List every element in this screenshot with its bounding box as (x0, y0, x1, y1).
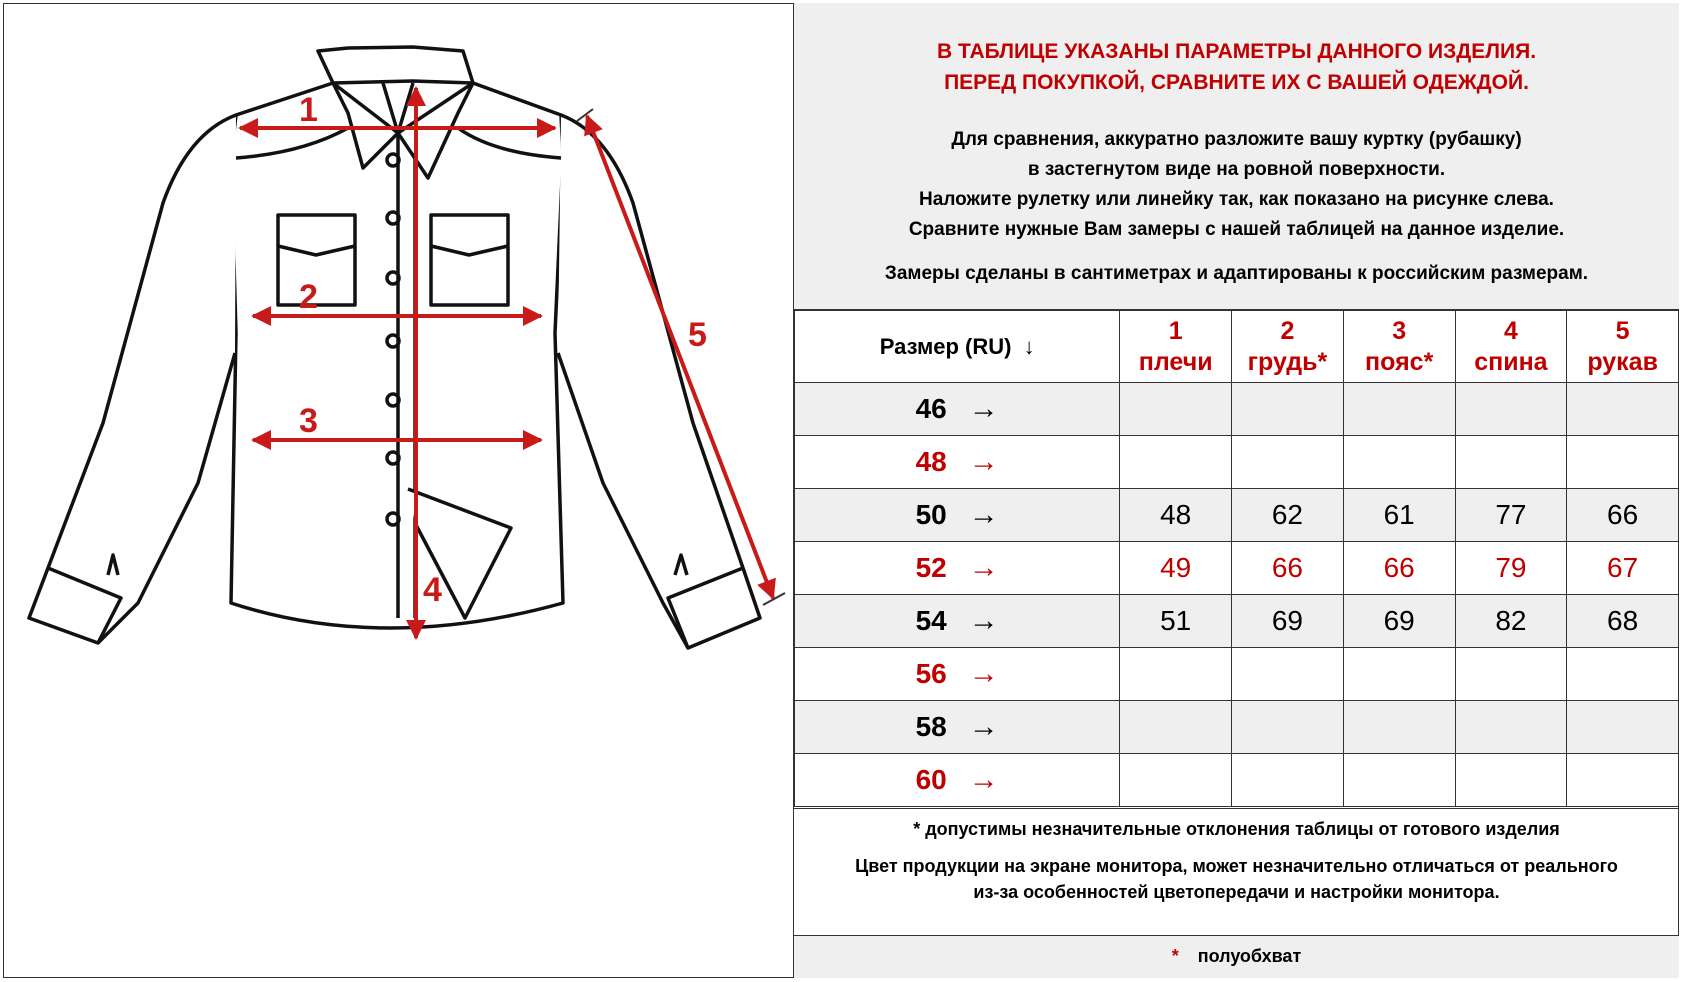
size-cell: 54 → (795, 595, 1120, 648)
legend-text: полуобхват (1197, 946, 1302, 966)
instructions-header (794, 3, 1679, 310)
size-info-panel (794, 3, 1679, 978)
table-cell (1343, 701, 1455, 754)
column-header-waist: 3 пояс* (1343, 311, 1455, 383)
table-row (795, 648, 1679, 701)
instruction-line-5: Замеры сделаны в сантиметрах и адаптированы к российским размерам. (884, 263, 1589, 284)
table-cell (1120, 648, 1232, 701)
size-cell: 50 → (795, 489, 1120, 542)
table-row (795, 383, 1679, 436)
table-cell (1343, 436, 1455, 489)
arrow-right-icon: → (968, 710, 999, 743)
color-note-line-2: из-за особенностей цветопередачи и настройки монитора. (973, 882, 1500, 902)
shirt-outline-icon (29, 47, 760, 648)
instruction-line-3: Наложите рулетку или линейку так, как показано на рисунке слева. (919, 189, 1554, 210)
disclaimer-footer (794, 808, 1679, 935)
arrow-right-icon: → (968, 763, 999, 796)
legend-star: * (1171, 946, 1179, 966)
table-cell: 82 (1455, 595, 1567, 648)
column-header-shoulders: 1 плечи (1120, 311, 1232, 383)
table-cell (1232, 701, 1344, 754)
table-cell (1455, 383, 1567, 436)
arrow-right-icon: → (968, 392, 999, 425)
measurement-diagram-panel (3, 3, 794, 978)
table-row (795, 701, 1679, 754)
table-cell: 61 (1343, 489, 1455, 542)
warning-line-2: ПЕРЕД ПОКУПКОЙ, СРАВНИТЕ ИХ С ВАШЕЙ ОДЕЖДОЙ. (944, 71, 1529, 94)
table-cell (1567, 754, 1679, 807)
table-cell: 66 (1343, 542, 1455, 595)
table-cell: 48 (1120, 489, 1232, 542)
table-cell: 66 (1567, 489, 1679, 542)
table-cell (1120, 701, 1232, 754)
size-cell: 46 → (795, 383, 1120, 436)
size-column-header: Размер (RU) ↓ (795, 311, 1120, 383)
instruction-line-1: Для сравнения, аккуратно разложите вашу куртку (рубашку) (951, 129, 1522, 150)
table-row (795, 489, 1679, 542)
tolerance-note: * допустимы незначительные отклонения таблицы от готового изделия (913, 819, 1560, 839)
table-cell (1120, 754, 1232, 807)
instruction-line-2: в застегнутом виде на ровной поверхности. (1027, 159, 1446, 180)
table-cell: 66 (1232, 542, 1344, 595)
table-cell (1567, 383, 1679, 436)
table-cell (1232, 436, 1344, 489)
table-cell (1567, 436, 1679, 489)
table-cell (1343, 754, 1455, 807)
table-cell: 51 (1120, 595, 1232, 648)
table-cell (1455, 436, 1567, 489)
table-cell (1120, 383, 1232, 436)
table-cell (1567, 648, 1679, 701)
size-cell: 52 → (795, 542, 1120, 595)
instruction-line-4: Сравните нужные Вам замеры с нашей таблицей на данное изделие. (908, 219, 1565, 240)
label-2: 2 (299, 278, 318, 316)
table-cell (1232, 648, 1344, 701)
arrow-right-icon: → (968, 657, 999, 690)
table-cell (1232, 383, 1344, 436)
warning-line-1: В ТАБЛИЦЕ УКАЗАНЫ ПАРАМЕТРЫ ДАННОГО ИЗДЕЛИЯ. (936, 40, 1537, 63)
column-header-sleeve: 5 рукав (1567, 311, 1679, 383)
table-cell (1455, 701, 1567, 754)
table-cell: 77 (1455, 489, 1567, 542)
size-cell: 60 → (795, 754, 1120, 807)
table-row (795, 754, 1679, 807)
table-cell (1343, 648, 1455, 701)
table-cell (1455, 754, 1567, 807)
arrow-right-icon: → (968, 551, 999, 584)
table-cell: 67 (1567, 542, 1679, 595)
column-header-chest: 2 грудь* (1232, 311, 1344, 383)
color-note-line-1: Цвет продукции на экране монитора, может незначительно отличаться от реального (855, 856, 1618, 876)
table-cell: 69 (1232, 595, 1344, 648)
table-row (795, 436, 1679, 489)
table-cell: 49 (1120, 542, 1232, 595)
table-cell: 69 (1343, 595, 1455, 648)
label-5: 5 (688, 316, 707, 354)
arrow-right-icon: → (968, 445, 999, 478)
table-cell (1232, 754, 1344, 807)
table-header-row (795, 311, 1679, 383)
label-3: 3 (299, 402, 318, 440)
column-header-back: 4 спина (1455, 311, 1567, 383)
size-cell: 58 → (795, 701, 1120, 754)
arrow-right-icon: → (968, 604, 999, 637)
size-cell: 56 → (795, 648, 1120, 701)
table-cell (1343, 383, 1455, 436)
table-cell (1567, 701, 1679, 754)
size-table (794, 310, 1679, 807)
table-row (795, 595, 1679, 648)
label-4: 4 (423, 571, 442, 609)
table-row (795, 542, 1679, 595)
label-1: 1 (299, 91, 318, 129)
shirt-measurement-diagram (3, 3, 791, 975)
legend-footer (794, 935, 1679, 978)
size-cell: 48 → (795, 436, 1120, 489)
table-cell (1120, 436, 1232, 489)
table-cell: 68 (1567, 595, 1679, 648)
arrow-down-icon: ↓ (1023, 333, 1035, 359)
arrow-right-icon: → (968, 498, 999, 531)
table-cell: 79 (1455, 542, 1567, 595)
table-cell: 62 (1232, 489, 1344, 542)
table-cell (1455, 648, 1567, 701)
